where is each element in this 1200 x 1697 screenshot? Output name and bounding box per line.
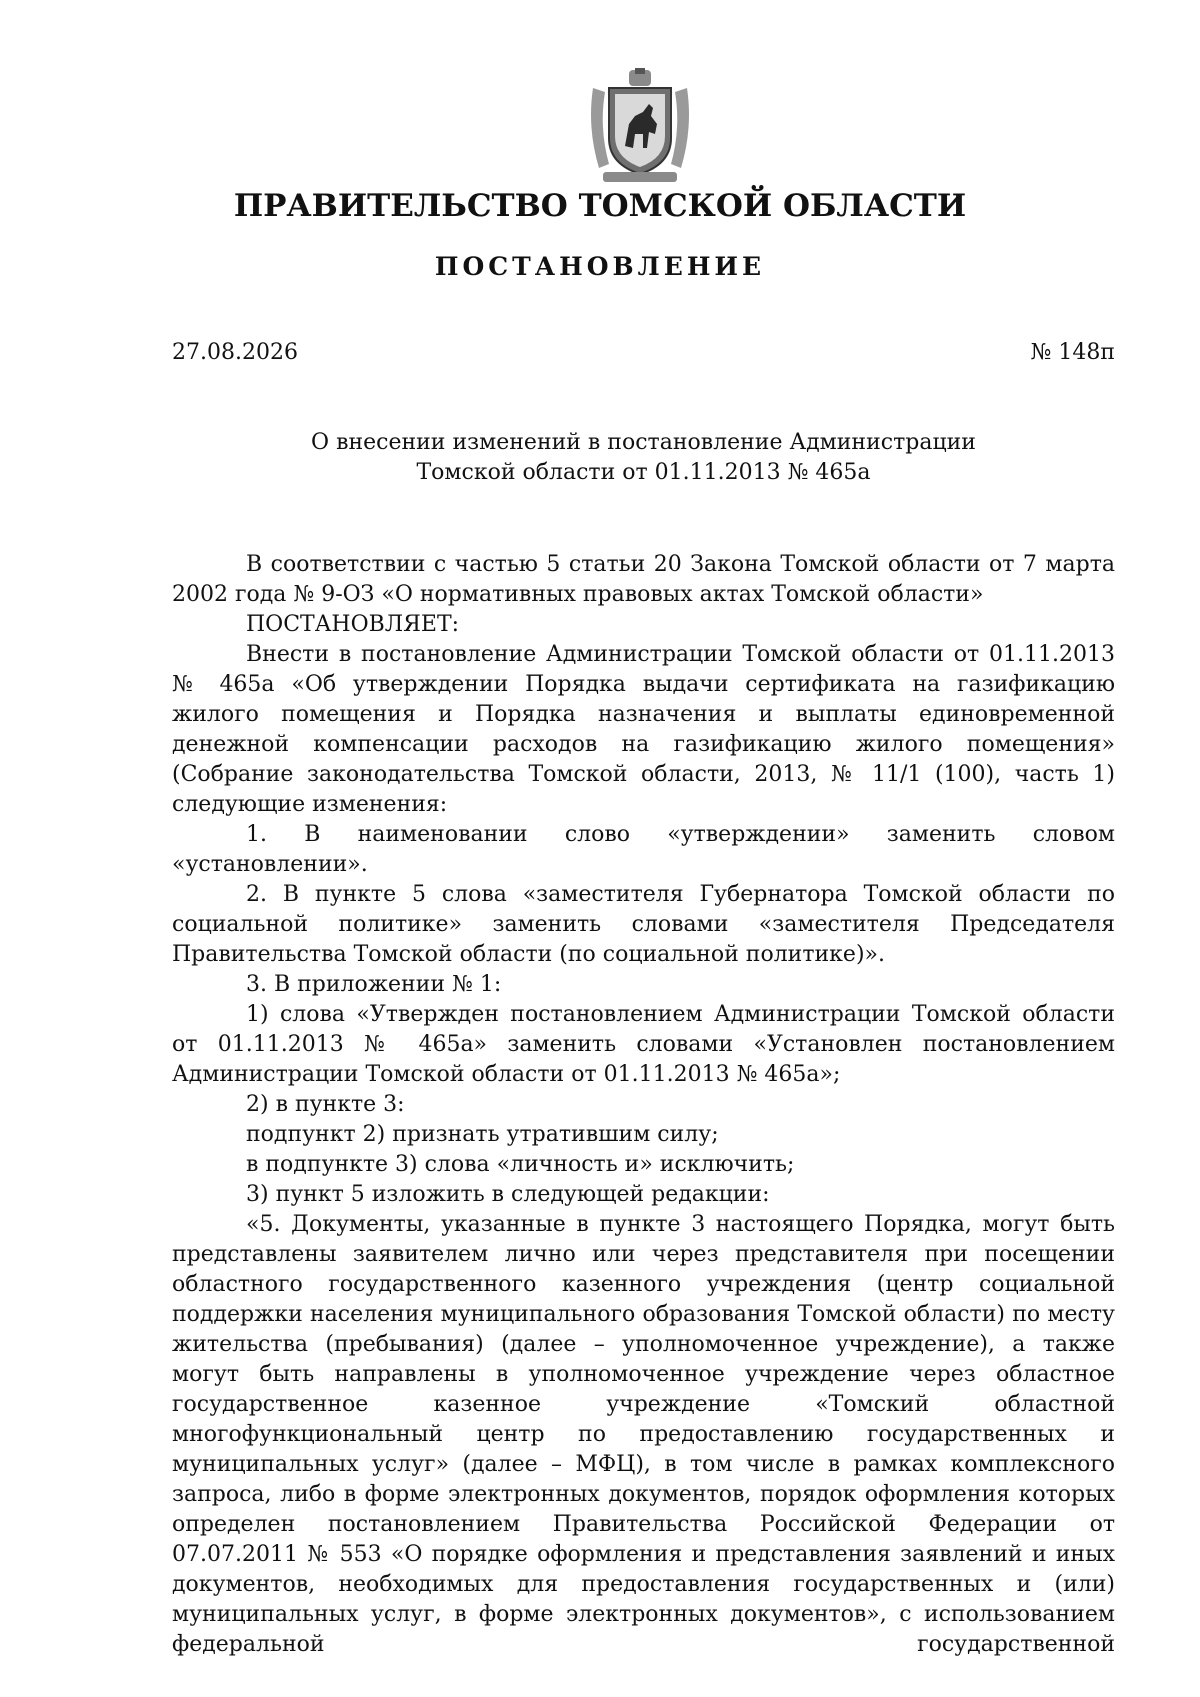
document-date: 27.08.2026 bbox=[172, 340, 298, 365]
amendment-item-1: 1. В наименовании слово «утверждении» заменить словом «установлении». bbox=[172, 822, 1115, 877]
document-type: ПОСТАНОВЛЕНИЕ bbox=[434, 252, 766, 281]
document-meta-row bbox=[172, 340, 1115, 365]
appendix-subitem-2-a: подпункт 2) признать утратившим силу; bbox=[246, 1122, 719, 1147]
appendix-subitem-1: 1) слова «Утвержден постановлением Администрации Томской области от 01.11.2013 № 465а» заменить словами «Установлен постановлением Администрации Томской области от 01.11.2013 № 465а»; bbox=[172, 1002, 1115, 1087]
amendment-item-2: 2. В пункте 5 слова «заместителя Губернатора Томской области по социальной политике» заменить словами «заместителя Председателя Правительства Томской области (по социальной политике)». bbox=[172, 882, 1115, 967]
decree-keyword: ПОСТАНОВЛЯЕТ: bbox=[246, 612, 460, 637]
subject-line-1: О внесении изменений в постановление Администрации bbox=[311, 430, 976, 455]
document-number: № 148п bbox=[1030, 340, 1115, 365]
appendix-subitem-2-b: в подпункте 3) слова «личность и» исключить; bbox=[246, 1152, 795, 1177]
government-title: ПРАВИТЕЛЬСТВО ТОМСКОЙ ОБЛАСТИ bbox=[233, 188, 967, 224]
appendix-subitem-3: 3) пункт 5 изложить в следующей редакции: bbox=[246, 1182, 770, 1207]
document-body bbox=[172, 550, 1115, 1660]
amendment-item-3: 3. В приложении № 1: bbox=[246, 972, 502, 997]
preamble-paragraph: В соответствии с частью 5 статьи 20 Закона Томской области от 7 марта 2002 года № 9-ОЗ «О нормативных правовых актах Томской области» bbox=[172, 552, 1115, 607]
amendment-intro-paragraph: Внести в постановление Администрации Томской области от 01.11.2013 № 465а «Об утверждении Порядка выдачи сертификата на газификацию жилого помещения и Порядка назначения и выплаты единовременной денежной компенсации расходов на газификацию жилого помещения» (Собрание законодательства Томской области, 2013, № 11/1 (100), часть 1) следующие изменения: bbox=[172, 642, 1115, 817]
subject-line-2: Томской области от 01.11.2013 № 465а bbox=[416, 460, 871, 485]
document-subject bbox=[172, 428, 1115, 488]
appendix-subitem-2: 2) в пункте 3: bbox=[246, 1092, 405, 1117]
tomsk-oblast-coat-of-arms-icon bbox=[585, 68, 695, 186]
new-clause-5-text: «5. Документы, указанные в пункте 3 настоящего Порядка, могут быть представлены заявителем лично или через представителя при посещении областного государственного казенного учреждения (центр социальной поддержки населения муниципального образования Томской области) по месту жительства (пребывания) (далее – уполномоченное учреждение), а также могут быть направлены в уполномоченное учреждение через областное государственное казенное учреждение «Томский областной многофункциональный центр по предоставлению государственных и муниципальных услуг» (далее – МФЦ), в том числе в рамках комплексного запроса, либо в форме электронных документов, порядок оформления которых определен постановлением Правительства Российской Федерации от 07.07.2011 № 553 «О порядке оформления и представления заявлений и иных документов, необходимых для предоставления государственных и (или) муниципальных услуг, в форме электронных документов», с использованием федеральной государственной bbox=[172, 1212, 1115, 1657]
